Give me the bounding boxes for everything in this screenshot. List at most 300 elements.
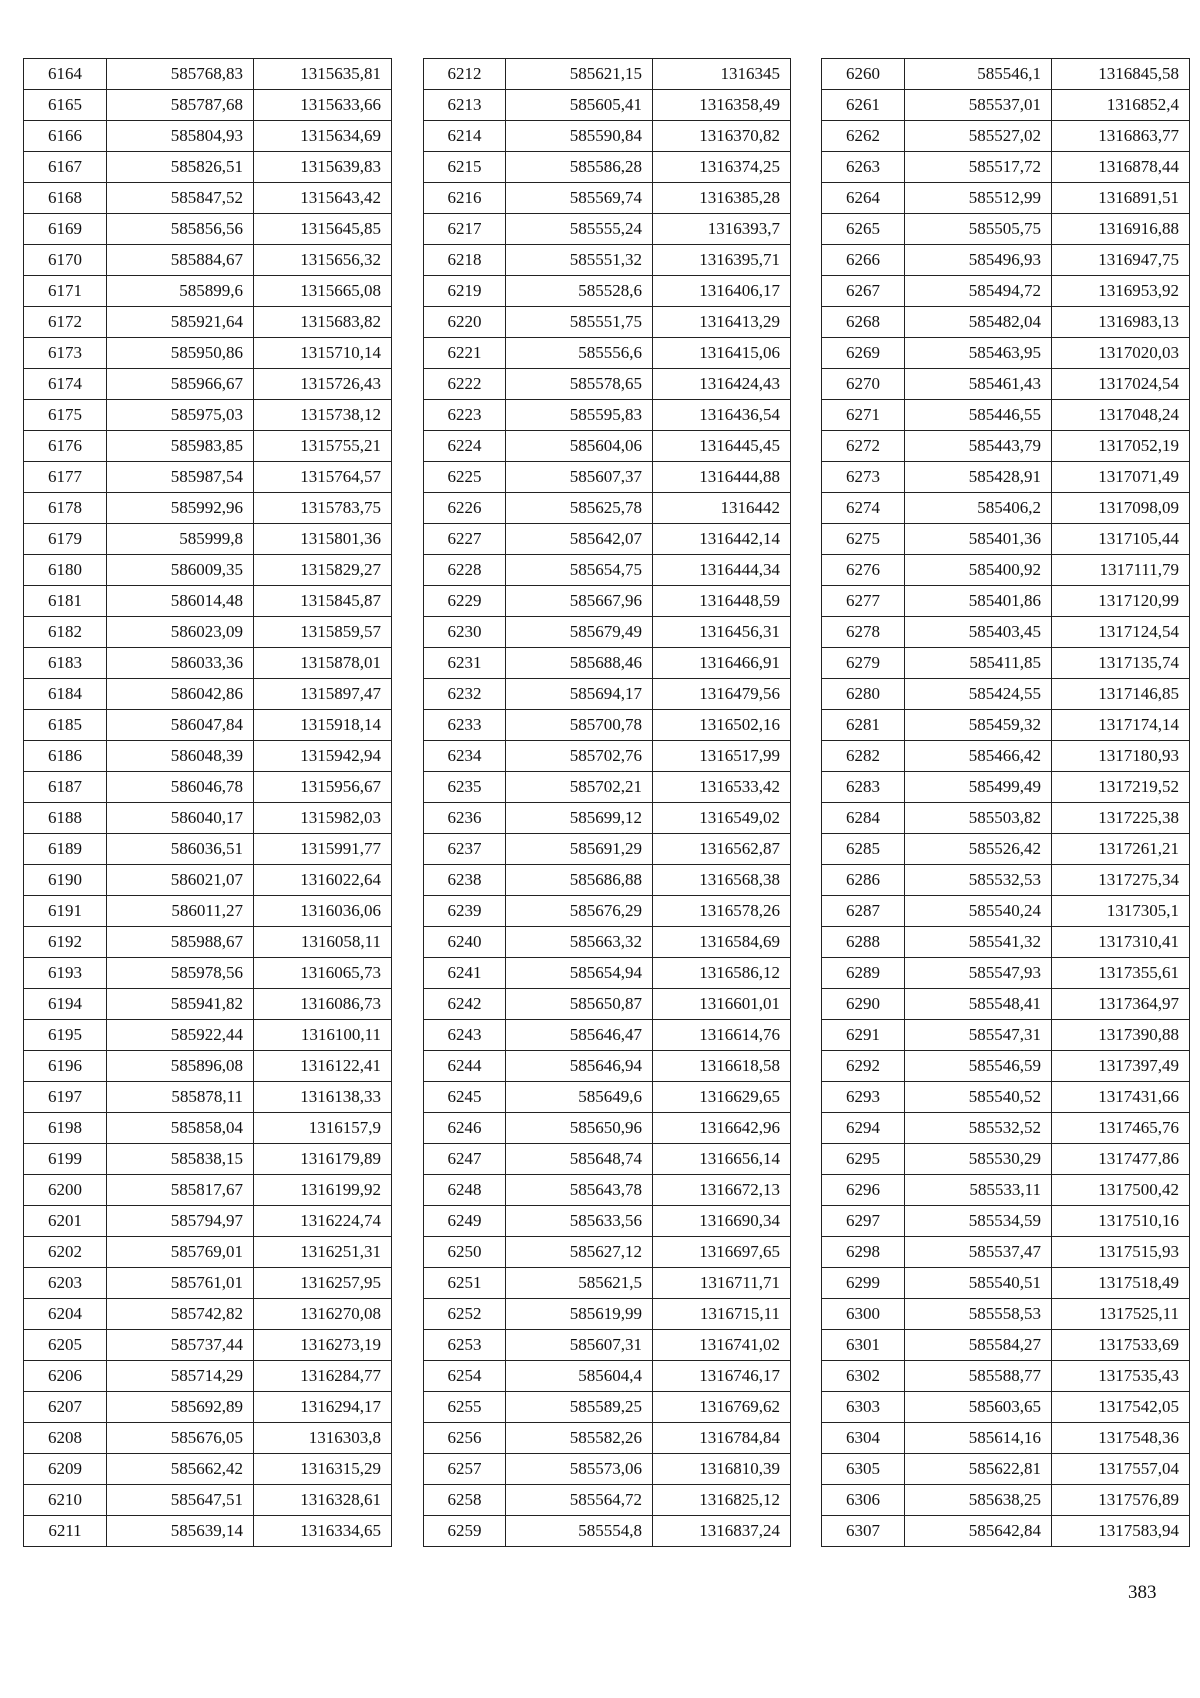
y-coordinate-cell: 1315665,08	[254, 276, 392, 307]
point-number-cell: 6262	[822, 121, 905, 152]
table-row	[24, 245, 392, 276]
x-coordinate-cell: 586009,35	[107, 555, 254, 586]
table-row	[424, 1020, 791, 1051]
x-coordinate-cell: 585992,96	[107, 493, 254, 524]
point-number-cell: 6260	[822, 59, 905, 90]
y-coordinate-cell: 1316138,33	[254, 1082, 392, 1113]
x-coordinate-cell: 585540,51	[905, 1268, 1052, 1299]
y-coordinate-cell: 1316562,87	[653, 834, 791, 865]
y-coordinate-cell: 1317052,19	[1052, 431, 1190, 462]
x-coordinate-cell: 585794,97	[107, 1206, 254, 1237]
table-body	[424, 59, 791, 1547]
y-coordinate-cell: 1317305,1	[1052, 896, 1190, 927]
y-coordinate-cell: 1316444,88	[653, 462, 791, 493]
x-coordinate-cell: 585899,6	[107, 276, 254, 307]
point-number-cell: 6282	[822, 741, 905, 772]
point-number-cell: 6203	[24, 1268, 107, 1299]
x-coordinate-cell: 585702,21	[506, 772, 653, 803]
y-coordinate-cell: 1317583,94	[1052, 1516, 1190, 1547]
x-coordinate-cell: 585494,72	[905, 276, 1052, 307]
table-row	[24, 338, 392, 369]
y-coordinate-cell: 1317219,52	[1052, 772, 1190, 803]
point-number-cell: 6249	[424, 1206, 506, 1237]
table-row	[24, 1020, 392, 1051]
x-coordinate-cell: 585638,25	[905, 1485, 1052, 1516]
table-row	[24, 1516, 392, 1547]
table-row	[424, 1485, 791, 1516]
point-number-cell: 6171	[24, 276, 107, 307]
point-number-cell: 6213	[424, 90, 506, 121]
y-coordinate-cell: 1316784,84	[653, 1423, 791, 1454]
y-coordinate-cell: 1317024,54	[1052, 369, 1190, 400]
y-coordinate-cell: 1317548,36	[1052, 1423, 1190, 1454]
y-coordinate-cell: 1316157,9	[254, 1113, 392, 1144]
x-coordinate-cell: 585858,04	[107, 1113, 254, 1144]
y-coordinate-cell: 1317071,49	[1052, 462, 1190, 493]
x-coordinate-cell: 585646,94	[506, 1051, 653, 1082]
point-number-cell: 6286	[822, 865, 905, 896]
x-coordinate-cell: 585975,03	[107, 400, 254, 431]
y-coordinate-cell: 1317557,04	[1052, 1454, 1190, 1485]
table-row	[822, 1175, 1190, 1206]
point-number-cell: 6292	[822, 1051, 905, 1082]
x-coordinate-cell: 585922,44	[107, 1020, 254, 1051]
table-row	[822, 1206, 1190, 1237]
x-coordinate-cell: 585541,32	[905, 927, 1052, 958]
point-number-cell: 6191	[24, 896, 107, 927]
table-row	[424, 59, 791, 90]
table-row	[424, 152, 791, 183]
point-number-cell: 6239	[424, 896, 506, 927]
table-row	[822, 1516, 1190, 1547]
y-coordinate-cell: 1316466,91	[653, 648, 791, 679]
y-coordinate-cell: 1316863,77	[1052, 121, 1190, 152]
x-coordinate-cell: 585699,12	[506, 803, 653, 834]
point-number-cell: 6224	[424, 431, 506, 462]
x-coordinate-cell: 585987,54	[107, 462, 254, 493]
table-row	[822, 59, 1190, 90]
coordinates-table-2	[423, 58, 791, 1547]
y-coordinate-cell: 1315783,75	[254, 493, 392, 524]
y-coordinate-cell: 1316715,11	[653, 1299, 791, 1330]
y-coordinate-cell: 1316533,42	[653, 772, 791, 803]
table-body	[24, 59, 392, 1547]
y-coordinate-cell: 1317518,49	[1052, 1268, 1190, 1299]
x-coordinate-cell: 585983,85	[107, 431, 254, 462]
x-coordinate-cell: 585847,52	[107, 183, 254, 214]
y-coordinate-cell: 1316983,13	[1052, 307, 1190, 338]
y-coordinate-cell: 1316413,29	[653, 307, 791, 338]
x-coordinate-cell: 585461,43	[905, 369, 1052, 400]
table-row	[24, 369, 392, 400]
x-coordinate-cell: 585554,8	[506, 1516, 653, 1547]
x-coordinate-cell: 585614,16	[905, 1423, 1052, 1454]
point-number-cell: 6275	[822, 524, 905, 555]
x-coordinate-cell: 585424,55	[905, 679, 1052, 710]
y-coordinate-cell: 1317275,34	[1052, 865, 1190, 896]
point-number-cell: 6264	[822, 183, 905, 214]
x-coordinate-cell: 585941,82	[107, 989, 254, 1020]
y-coordinate-cell: 1317355,61	[1052, 958, 1190, 989]
point-number-cell: 6237	[424, 834, 506, 865]
table-row	[424, 1392, 791, 1423]
point-number-cell: 6198	[24, 1113, 107, 1144]
point-number-cell: 6305	[822, 1454, 905, 1485]
table-row	[24, 1330, 392, 1361]
table-row	[24, 1299, 392, 1330]
y-coordinate-cell: 1316224,74	[254, 1206, 392, 1237]
y-coordinate-cell: 1316578,26	[653, 896, 791, 927]
y-coordinate-cell: 1316251,31	[254, 1237, 392, 1268]
point-number-cell: 6240	[424, 927, 506, 958]
x-coordinate-cell: 585768,83	[107, 59, 254, 90]
y-coordinate-cell: 1317146,85	[1052, 679, 1190, 710]
x-coordinate-cell: 585401,36	[905, 524, 1052, 555]
point-number-cell: 6236	[424, 803, 506, 834]
x-coordinate-cell: 585459,32	[905, 710, 1052, 741]
y-coordinate-cell: 1315801,36	[254, 524, 392, 555]
x-coordinate-cell: 585406,2	[905, 493, 1052, 524]
x-coordinate-cell: 586021,07	[107, 865, 254, 896]
point-number-cell: 6225	[424, 462, 506, 493]
x-coordinate-cell: 585838,15	[107, 1144, 254, 1175]
x-coordinate-cell: 585548,41	[905, 989, 1052, 1020]
y-coordinate-cell: 1316517,99	[653, 741, 791, 772]
x-coordinate-cell: 585499,49	[905, 772, 1052, 803]
table-row	[424, 524, 791, 555]
x-coordinate-cell: 585400,92	[905, 555, 1052, 586]
y-coordinate-cell: 1316601,01	[653, 989, 791, 1020]
table-row	[424, 648, 791, 679]
point-number-cell: 6173	[24, 338, 107, 369]
x-coordinate-cell: 585589,25	[506, 1392, 653, 1423]
x-coordinate-cell: 586036,51	[107, 834, 254, 865]
point-number-cell: 6279	[822, 648, 905, 679]
y-coordinate-cell: 1317310,41	[1052, 927, 1190, 958]
point-number-cell: 6284	[822, 803, 905, 834]
point-number-cell: 6165	[24, 90, 107, 121]
x-coordinate-cell: 585650,87	[506, 989, 653, 1020]
y-coordinate-cell: 1316711,71	[653, 1268, 791, 1299]
x-coordinate-cell: 585530,29	[905, 1144, 1052, 1175]
table-row	[822, 121, 1190, 152]
point-number-cell: 6272	[822, 431, 905, 462]
table-row	[822, 493, 1190, 524]
x-coordinate-cell: 586011,27	[107, 896, 254, 927]
table-row	[24, 989, 392, 1020]
x-coordinate-cell: 585686,88	[506, 865, 653, 896]
page-number: 383	[1128, 1582, 1157, 1603]
point-number-cell: 6202	[24, 1237, 107, 1268]
x-coordinate-cell: 586014,48	[107, 586, 254, 617]
y-coordinate-cell: 1315755,21	[254, 431, 392, 462]
x-coordinate-cell: 585595,83	[506, 400, 653, 431]
table-row	[24, 958, 392, 989]
y-coordinate-cell: 1316746,17	[653, 1361, 791, 1392]
point-number-cell: 6192	[24, 927, 107, 958]
point-number-cell: 6303	[822, 1392, 905, 1423]
y-coordinate-cell: 1316036,06	[254, 896, 392, 927]
table-row	[24, 555, 392, 586]
point-number-cell: 6167	[24, 152, 107, 183]
table-row	[24, 896, 392, 927]
x-coordinate-cell: 585856,56	[107, 214, 254, 245]
y-coordinate-cell: 1315683,82	[254, 307, 392, 338]
x-coordinate-cell: 585654,75	[506, 555, 653, 586]
y-coordinate-cell: 1317515,93	[1052, 1237, 1190, 1268]
point-number-cell: 6200	[24, 1175, 107, 1206]
point-number-cell: 6287	[822, 896, 905, 927]
table-row	[24, 493, 392, 524]
x-coordinate-cell: 585676,05	[107, 1423, 254, 1454]
y-coordinate-cell: 1317105,44	[1052, 524, 1190, 555]
point-number-cell: 6185	[24, 710, 107, 741]
point-number-cell: 6228	[424, 555, 506, 586]
point-number-cell: 6253	[424, 1330, 506, 1361]
x-coordinate-cell: 585586,28	[506, 152, 653, 183]
table-row	[424, 1144, 791, 1175]
coordinates-table-3	[821, 58, 1190, 1547]
x-coordinate-cell: 586042,86	[107, 679, 254, 710]
table-row	[424, 1051, 791, 1082]
x-coordinate-cell: 585642,07	[506, 524, 653, 555]
point-number-cell: 6257	[424, 1454, 506, 1485]
x-coordinate-cell: 585643,78	[506, 1175, 653, 1206]
y-coordinate-cell: 1316199,92	[254, 1175, 392, 1206]
point-number-cell: 6271	[822, 400, 905, 431]
y-coordinate-cell: 1317500,42	[1052, 1175, 1190, 1206]
y-coordinate-cell: 1317261,21	[1052, 834, 1190, 865]
y-coordinate-cell: 1315918,14	[254, 710, 392, 741]
y-coordinate-cell: 1316406,17	[653, 276, 791, 307]
point-number-cell: 6297	[822, 1206, 905, 1237]
table-row	[822, 431, 1190, 462]
y-coordinate-cell: 1316697,65	[653, 1237, 791, 1268]
point-number-cell: 6207	[24, 1392, 107, 1423]
table-body	[822, 59, 1190, 1547]
x-coordinate-cell: 585978,56	[107, 958, 254, 989]
table-row	[24, 710, 392, 741]
y-coordinate-cell: 1316479,56	[653, 679, 791, 710]
point-number-cell: 6251	[424, 1268, 506, 1299]
y-coordinate-cell: 1316456,31	[653, 617, 791, 648]
table-row	[822, 152, 1190, 183]
y-coordinate-cell: 1316415,06	[653, 338, 791, 369]
x-coordinate-cell: 585537,47	[905, 1237, 1052, 1268]
x-coordinate-cell: 585654,94	[506, 958, 653, 989]
table-row	[424, 803, 791, 834]
point-number-cell: 6273	[822, 462, 905, 493]
point-number-cell: 6172	[24, 307, 107, 338]
table-row	[424, 1454, 791, 1485]
x-coordinate-cell: 585604,06	[506, 431, 653, 462]
point-number-cell: 6164	[24, 59, 107, 90]
table-row	[424, 183, 791, 214]
table-row	[822, 741, 1190, 772]
y-coordinate-cell: 1316642,96	[653, 1113, 791, 1144]
table-row	[822, 1268, 1190, 1299]
y-coordinate-cell: 1316345	[653, 59, 791, 90]
y-coordinate-cell: 1317048,24	[1052, 400, 1190, 431]
y-coordinate-cell: 1316586,12	[653, 958, 791, 989]
point-number-cell: 6278	[822, 617, 905, 648]
point-number-cell: 6304	[822, 1423, 905, 1454]
y-coordinate-cell: 1315726,43	[254, 369, 392, 400]
table-row	[822, 1113, 1190, 1144]
x-coordinate-cell: 585428,91	[905, 462, 1052, 493]
point-number-cell: 6289	[822, 958, 905, 989]
x-coordinate-cell: 585621,15	[506, 59, 653, 90]
point-number-cell: 6238	[424, 865, 506, 896]
table-row	[24, 462, 392, 493]
table-row	[822, 1330, 1190, 1361]
point-number-cell: 6205	[24, 1330, 107, 1361]
x-coordinate-cell: 586040,17	[107, 803, 254, 834]
y-coordinate-cell: 1315829,27	[254, 555, 392, 586]
point-number-cell: 6218	[424, 245, 506, 276]
y-coordinate-cell: 1316825,12	[653, 1485, 791, 1516]
y-coordinate-cell: 1315764,57	[254, 462, 392, 493]
y-coordinate-cell: 1315956,67	[254, 772, 392, 803]
table-row	[822, 927, 1190, 958]
y-coordinate-cell: 1316629,65	[653, 1082, 791, 1113]
x-coordinate-cell: 585622,81	[905, 1454, 1052, 1485]
point-number-cell: 6170	[24, 245, 107, 276]
x-coordinate-cell: 585582,26	[506, 1423, 653, 1454]
y-coordinate-cell: 1316328,61	[254, 1485, 392, 1516]
x-coordinate-cell: 585503,82	[905, 803, 1052, 834]
table-row	[822, 214, 1190, 245]
table-row	[424, 927, 791, 958]
table-row	[24, 772, 392, 803]
table-row	[822, 1485, 1190, 1516]
point-number-cell: 6294	[822, 1113, 905, 1144]
y-coordinate-cell: 1316393,7	[653, 214, 791, 245]
x-coordinate-cell: 585411,85	[905, 648, 1052, 679]
table-row	[24, 586, 392, 617]
table-row	[24, 1361, 392, 1392]
table-row	[822, 90, 1190, 121]
y-coordinate-cell: 1316315,29	[254, 1454, 392, 1485]
y-coordinate-cell: 1316953,92	[1052, 276, 1190, 307]
y-coordinate-cell: 1316690,34	[653, 1206, 791, 1237]
y-coordinate-cell: 1317390,88	[1052, 1020, 1190, 1051]
y-coordinate-cell: 1317431,66	[1052, 1082, 1190, 1113]
table-row	[24, 152, 392, 183]
point-number-cell: 6243	[424, 1020, 506, 1051]
table-row	[424, 462, 791, 493]
x-coordinate-cell: 585646,47	[506, 1020, 653, 1051]
table-row	[424, 958, 791, 989]
point-number-cell: 6209	[24, 1454, 107, 1485]
table-row	[822, 896, 1190, 927]
y-coordinate-cell: 1315878,01	[254, 648, 392, 679]
table-row	[424, 772, 791, 803]
table-row	[822, 1144, 1190, 1175]
y-coordinate-cell: 1316058,11	[254, 927, 392, 958]
y-coordinate-cell: 1316284,77	[254, 1361, 392, 1392]
point-number-cell: 6276	[822, 555, 905, 586]
x-coordinate-cell: 585463,95	[905, 338, 1052, 369]
point-number-cell: 6295	[822, 1144, 905, 1175]
y-coordinate-cell: 1315942,94	[254, 741, 392, 772]
point-number-cell: 6210	[24, 1485, 107, 1516]
x-coordinate-cell: 585694,17	[506, 679, 653, 710]
table-row	[822, 1454, 1190, 1485]
point-number-cell: 6252	[424, 1299, 506, 1330]
y-coordinate-cell: 1316257,95	[254, 1268, 392, 1299]
table-row	[424, 1206, 791, 1237]
table-row	[822, 648, 1190, 679]
point-number-cell: 6281	[822, 710, 905, 741]
y-coordinate-cell: 1316334,65	[254, 1516, 392, 1547]
y-coordinate-cell: 1316448,59	[653, 586, 791, 617]
table-row	[24, 1051, 392, 1082]
y-coordinate-cell: 1316810,39	[653, 1454, 791, 1485]
table-row	[24, 1175, 392, 1206]
y-coordinate-cell: 1316568,38	[653, 865, 791, 896]
x-coordinate-cell: 585527,02	[905, 121, 1052, 152]
table-row	[424, 896, 791, 927]
y-coordinate-cell: 1316179,89	[254, 1144, 392, 1175]
table-row	[424, 834, 791, 865]
point-number-cell: 6267	[822, 276, 905, 307]
table-row	[822, 803, 1190, 834]
table-row	[24, 214, 392, 245]
table-row	[24, 834, 392, 865]
table-row	[424, 679, 791, 710]
point-number-cell: 6288	[822, 927, 905, 958]
x-coordinate-cell: 585401,86	[905, 586, 1052, 617]
table-row	[24, 431, 392, 462]
x-coordinate-cell: 585547,93	[905, 958, 1052, 989]
y-coordinate-cell: 1317477,86	[1052, 1144, 1190, 1175]
table-row	[822, 1299, 1190, 1330]
table-row	[424, 1268, 791, 1299]
table-row	[424, 989, 791, 1020]
x-coordinate-cell: 585950,86	[107, 338, 254, 369]
x-coordinate-cell: 586046,78	[107, 772, 254, 803]
x-coordinate-cell: 585584,27	[905, 1330, 1052, 1361]
point-number-cell: 6183	[24, 648, 107, 679]
point-number-cell: 6174	[24, 369, 107, 400]
y-coordinate-cell: 1316022,64	[254, 865, 392, 896]
x-coordinate-cell: 585896,08	[107, 1051, 254, 1082]
table-row	[822, 1392, 1190, 1423]
point-number-cell: 6248	[424, 1175, 506, 1206]
x-coordinate-cell: 585633,56	[506, 1206, 653, 1237]
point-number-cell: 6250	[424, 1237, 506, 1268]
y-coordinate-cell: 1317124,54	[1052, 617, 1190, 648]
y-coordinate-cell: 1317576,89	[1052, 1485, 1190, 1516]
x-coordinate-cell: 585607,37	[506, 462, 653, 493]
point-number-cell: 6179	[24, 524, 107, 555]
x-coordinate-cell: 585826,51	[107, 152, 254, 183]
table-row	[24, 1454, 392, 1485]
table-row	[424, 276, 791, 307]
y-coordinate-cell: 1315991,77	[254, 834, 392, 865]
x-coordinate-cell: 585603,65	[905, 1392, 1052, 1423]
x-coordinate-cell: 585532,53	[905, 865, 1052, 896]
y-coordinate-cell: 1316878,44	[1052, 152, 1190, 183]
x-coordinate-cell: 585921,64	[107, 307, 254, 338]
x-coordinate-cell: 585662,42	[107, 1454, 254, 1485]
point-number-cell: 6306	[822, 1485, 905, 1516]
y-coordinate-cell: 1316672,13	[653, 1175, 791, 1206]
y-coordinate-cell: 1317510,16	[1052, 1206, 1190, 1237]
point-number-cell: 6217	[424, 214, 506, 245]
y-coordinate-cell: 1315643,42	[254, 183, 392, 214]
